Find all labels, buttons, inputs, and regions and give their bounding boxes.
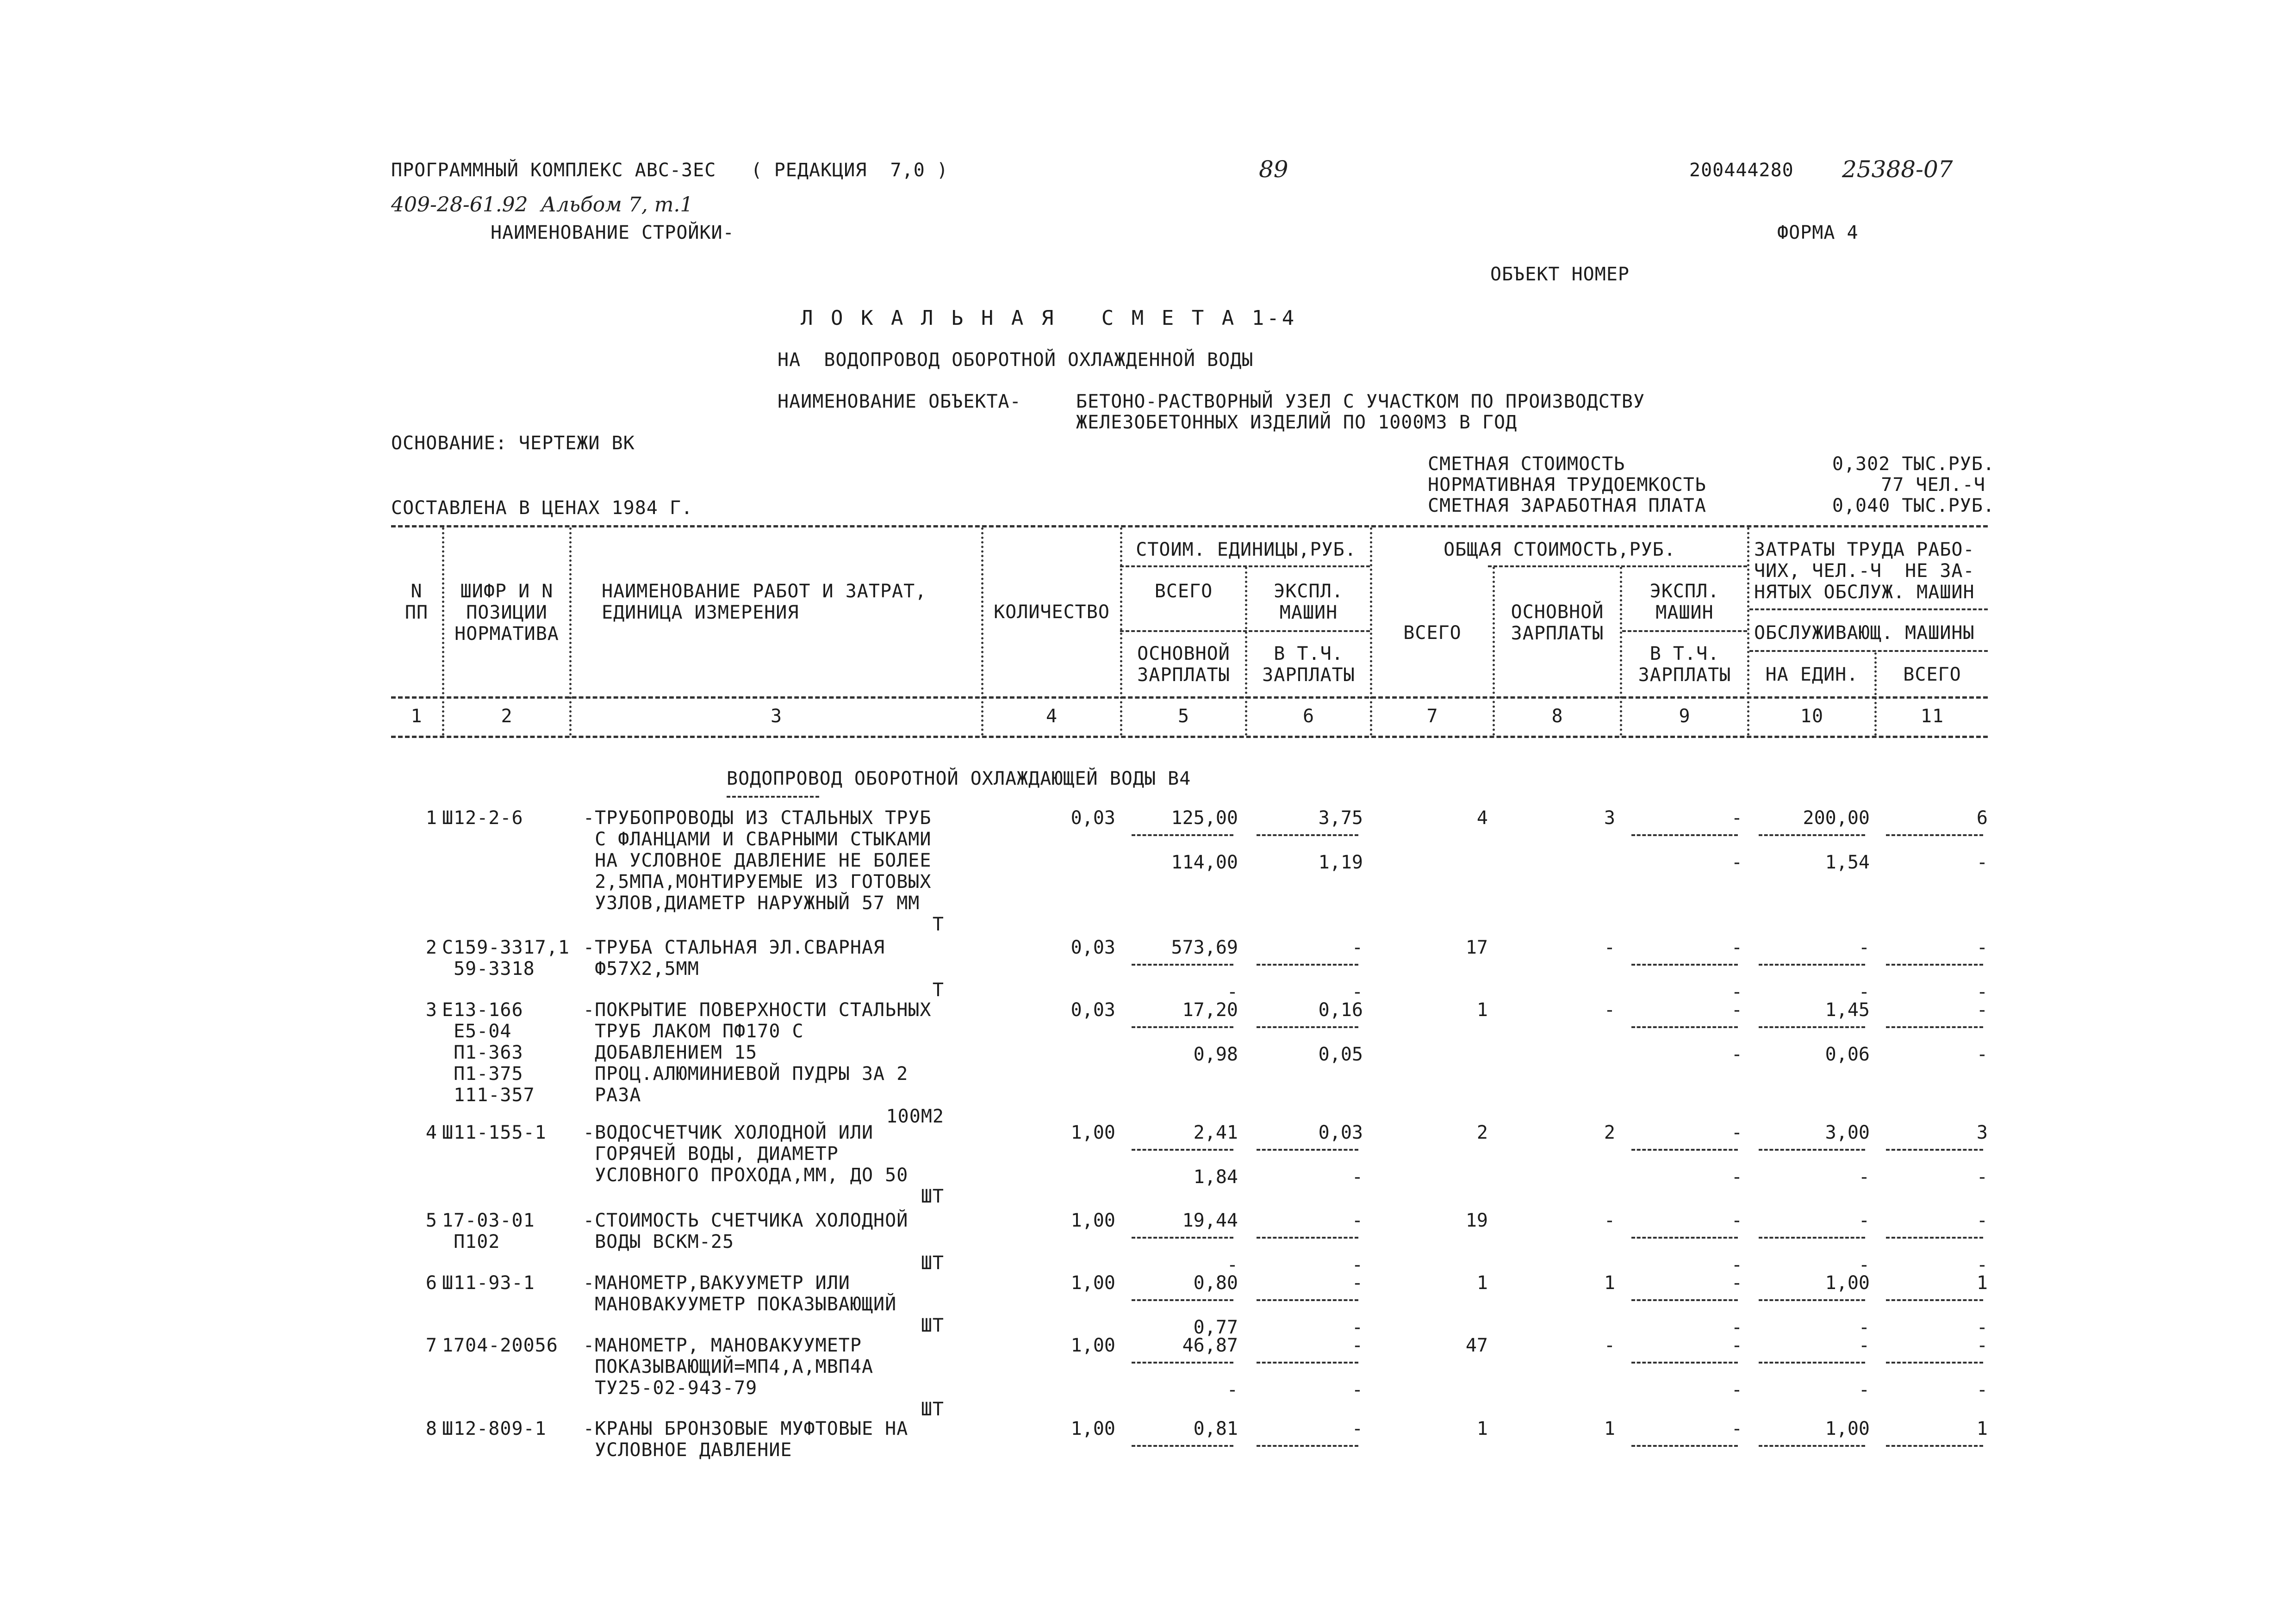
row-description: -ВОДОСЧЕТЧИК ХОЛОДНОЙ ИЛИ ГОРЯЧЕЙ ВОДЫ, ДИАМЕТР УСЛОВНОГО ПРОХОДА,ММ, ДО 50 [583, 1122, 908, 1186]
estimate-subject: НА ВОДОПРОВОД ОБОРОТНОЙ ОХЛАЖДЕННОЙ ВОДЫ [778, 349, 1254, 371]
row-unit: Т [932, 980, 944, 1001]
value-divider [1886, 1362, 1983, 1364]
cell-c10a: 200,00 [1803, 807, 1870, 829]
cell-c5a: 0,80 [1193, 1272, 1238, 1294]
value-divider [1886, 1026, 1983, 1028]
cell-c5b: - [1226, 1379, 1238, 1401]
value-divider [1132, 1299, 1233, 1301]
cell-c6b: - [1351, 1379, 1363, 1401]
labor-intensity-label: НОРМАТИВНАЯ ТРУДОЕМКОСТЬ [1428, 474, 1706, 496]
section-title: ВОДОПРОВОД ОБОРОТНОЙ ОХЛАЖДАЮЩЕЙ ВОДЫ В4 [727, 768, 1191, 789]
cell-c9a: - [1731, 937, 1742, 958]
object-name-line2: ЖЕЛЕЗОБЕТОННЫХ ИЗДЕЛИЙ ПО 1000М3 В ГОД [1076, 412, 1518, 433]
cell-c7: 17 [1465, 937, 1488, 958]
value-divider [1257, 1237, 1358, 1239]
row-description: -ПОКРЫТИЕ ПОВЕРХНОСТИ СТАЛЬНЫХ ТРУБ ЛАКОМ ПФ170 С ДОБАВЛЕНИЕМ 15 ПРОЦ.АЛЮМИНИЕВОЙ ПУДРЫ ЗА 2 РАЗА [583, 999, 932, 1106]
cell-c8: - [1604, 937, 1615, 958]
value-divider [1886, 1237, 1983, 1239]
value-divider [1759, 1026, 1865, 1028]
cell-c9a: - [1731, 1418, 1742, 1439]
cell-c6a: 0,03 [1318, 1122, 1363, 1143]
cell-c5b: - [1226, 1254, 1238, 1276]
col-number: 1 [411, 706, 423, 727]
col-number: 5 [1177, 706, 1190, 727]
labor-midrule [1749, 650, 1988, 652]
col-header-total-machines: ЭКСПЛ. МАШИН [1649, 581, 1720, 623]
row-number: 1 [425, 807, 437, 829]
row-code: 1704-20056 [442, 1335, 558, 1356]
row-description: -МАНОМЕТР, МАНОВАКУУМЕТР ПОКАЗЫВАЮЩИЙ=МП4,А,МВП4А ТУ25-02-943-79 [583, 1335, 874, 1399]
estimated-wage-value: 0,040 ТЫС.РУБ. [1832, 495, 1995, 516]
cell-qty: 0,03 [1070, 807, 1115, 829]
construction-name-label: НАИМЕНОВАНИЕ СТРОЙКИ- [491, 222, 734, 243]
col-header-code: ШИФР И N ПОЗИЦИИ НОРМАТИВА [454, 581, 559, 645]
cell-c6a: - [1351, 1418, 1363, 1439]
col-number: 7 [1426, 706, 1438, 727]
row-code: Ш11-155-1 [442, 1122, 547, 1143]
row-code: 17-03-01 П102 [442, 1210, 535, 1252]
value-divider [1132, 964, 1233, 966]
col-number: 10 [1800, 706, 1824, 727]
cell-c5a: 19,44 [1182, 1210, 1238, 1231]
col-number: 4 [1045, 706, 1058, 727]
row-number: 4 [425, 1122, 437, 1143]
col-number: 3 [770, 706, 783, 727]
cell-qty: 1,00 [1070, 1210, 1115, 1231]
col-header-total-wage: ОСНОВНОЙ ЗАРПЛАТЫ [1511, 601, 1604, 644]
row-number: 6 [425, 1272, 437, 1294]
cell-c7: 4 [1476, 807, 1488, 829]
value-divider [1631, 1299, 1738, 1301]
cell-qty: 0,03 [1070, 937, 1115, 958]
row-unit: Т [932, 914, 944, 935]
object-name-line1: БЕТОНО-РАСТВОРНЫЙ УЗЕЛ С УЧАСТКОМ ПО ПРОИЗВОДСТВУ [1076, 391, 1645, 412]
cell-c6b: - [1351, 981, 1363, 1003]
value-divider [1257, 1445, 1358, 1447]
cell-c10a: 1,00 [1825, 1272, 1870, 1294]
cell-c5a: 2,41 [1193, 1122, 1238, 1143]
col-header-labor-total: ВСЕГО [1903, 664, 1961, 685]
cell-c5b: 0,98 [1193, 1044, 1238, 1065]
column-number-bottom-rule [391, 736, 1988, 738]
cell-c10b: 1,54 [1825, 852, 1870, 873]
cell-c11a: 6 [1976, 807, 1988, 829]
row-unit: ШТ [921, 1315, 944, 1336]
cell-c11a: 1 [1976, 1418, 1988, 1439]
cell-c9a: - [1731, 1272, 1742, 1294]
value-divider [1759, 1362, 1865, 1364]
row-number: 8 [425, 1418, 437, 1439]
row-description: -КРАНЫ БРОНЗОВЫЕ МУФТОВЫЕ НА УСЛОВНОЕ ДАВЛЕНИЕ [583, 1418, 908, 1461]
cell-c8: 2 [1604, 1122, 1615, 1143]
value-divider [1886, 1445, 1983, 1447]
row-number: 7 [425, 1335, 437, 1356]
col-header-total-machine-wage: В Т.Ч. ЗАРПЛАТЫ [1638, 643, 1731, 686]
row-unit: ШТ [921, 1186, 944, 1207]
value-divider [1759, 964, 1865, 966]
row-number: 3 [425, 999, 437, 1021]
col-header-unit-cost: СТОИМ. ЕДИНИЦЫ,РУБ. [1136, 539, 1356, 560]
cell-c7: 1 [1476, 1418, 1488, 1439]
cell-c10b: - [1858, 1317, 1870, 1338]
cell-c11a: 3 [1976, 1122, 1988, 1143]
value-divider [1886, 1149, 1983, 1151]
cell-c11a: - [1976, 1210, 1988, 1231]
cell-c11b: - [1976, 1317, 1988, 1338]
row-code: Ш11-93-1 [442, 1272, 535, 1294]
col-number: 8 [1551, 706, 1563, 727]
col-header-total: ВСЕГО [1403, 622, 1462, 644]
col-number: 9 [1679, 706, 1691, 727]
form-label: ФОРМА 4 [1777, 222, 1859, 243]
value-divider [1132, 1149, 1233, 1151]
col-header-labor: ЗАТРАТЫ ТРУДА РАБО- ЧИХ, ЧЕЛ.-Ч НЕ ЗА- НЯТЫХ ОБСЛУЖ. МАШИН [1754, 539, 1975, 603]
col-header-quantity: КОЛИЧЕСТВО [994, 601, 1110, 623]
document-code: 200444280 [1689, 160, 1794, 181]
col-header-labor-service: ОБСЛУЖИВАЮЩ. МАШИНЫ [1754, 622, 1975, 644]
value-divider [1132, 1026, 1233, 1028]
cell-c10b: 0,06 [1825, 1044, 1870, 1065]
value-divider [1886, 964, 1983, 966]
estimated-cost-label: СМЕТНАЯ СТОИМОСТЬ [1428, 453, 1625, 475]
cell-c9a: - [1731, 807, 1742, 829]
col-header-unit-machines: ЭКСПЛ. МАШИН [1274, 581, 1344, 623]
value-divider [1132, 1237, 1233, 1239]
cell-c7: 2 [1476, 1122, 1488, 1143]
cell-c9b: - [1731, 1379, 1742, 1401]
cell-c7: 19 [1465, 1210, 1488, 1231]
row-code: Е13-166 Е5-04 П1-363 П1-375 111-357 [442, 999, 535, 1106]
cell-c9b: - [1731, 1166, 1742, 1188]
cell-c6a: 0,16 [1318, 999, 1363, 1021]
cell-c8: 3 [1604, 807, 1615, 829]
cell-c11b: - [1976, 1254, 1988, 1276]
estimated-cost-value: 0,302 ТЫС.РУБ. [1832, 453, 1995, 475]
value-divider [1257, 1149, 1358, 1151]
cell-c7: 1 [1476, 999, 1488, 1021]
cell-c11b: - [1976, 1044, 1988, 1065]
cell-c11b: - [1976, 1379, 1988, 1401]
cell-c11a: - [1976, 1335, 1988, 1356]
cell-c6a: 3,75 [1318, 807, 1363, 829]
col-header-labor-unit: НА ЕДИН. [1765, 664, 1859, 685]
cell-c10b: - [1858, 1254, 1870, 1276]
cell-c10a: - [1858, 1335, 1870, 1356]
cell-qty: 1,00 [1070, 1335, 1115, 1356]
value-divider [1759, 1445, 1865, 1447]
cell-c5b: 1,84 [1193, 1166, 1238, 1188]
col-header-unit-wage: ОСНОВНОЙ ЗАРПЛАТЫ [1137, 643, 1230, 686]
cell-c6b: 1,19 [1318, 852, 1363, 873]
handwritten-album: 409-28-61.92 Альбом 7, т.1 [391, 193, 693, 217]
cell-c8: 1 [1604, 1418, 1615, 1439]
cell-c7: 1 [1476, 1272, 1488, 1294]
page-number: 89 [1259, 156, 1288, 183]
row-code: С159-3317,1 59-3318 [442, 937, 570, 980]
cell-c9b: - [1731, 981, 1742, 1003]
cell-c8: - [1604, 1210, 1615, 1231]
cell-qty: 1,00 [1070, 1122, 1115, 1143]
row-unit: 100М2 [886, 1106, 944, 1127]
cell-c10a: - [1858, 937, 1870, 958]
col-number: 6 [1302, 706, 1315, 727]
cell-c10a: 1,45 [1825, 999, 1870, 1021]
cell-c11a: 1 [1976, 1272, 1988, 1294]
cell-c11a: - [1976, 999, 1988, 1021]
cell-c6b: - [1351, 1254, 1363, 1276]
cell-c9a: - [1731, 1210, 1742, 1231]
cell-qty: 1,00 [1070, 1272, 1115, 1294]
cell-c9b: - [1731, 852, 1742, 873]
cell-c10a: - [1858, 1210, 1870, 1231]
cell-c11b: - [1976, 852, 1988, 873]
cell-qty: 1,00 [1070, 1418, 1115, 1439]
cell-c6b: - [1351, 1166, 1363, 1188]
row-description: -ТРУБА СТАЛЬНАЯ ЭЛ.СВАРНАЯ Ф57Х2,5ММ [583, 937, 885, 980]
value-divider [1631, 1362, 1738, 1364]
value-divider [1631, 834, 1738, 836]
value-divider [1886, 834, 1983, 836]
labor-intensity-value: 77 ЧЕЛ.-Ч [1881, 474, 1985, 496]
cell-c8: 1 [1604, 1272, 1615, 1294]
value-divider [1759, 834, 1865, 836]
row-code: Ш12-2-6 [442, 807, 523, 829]
estimated-wage-label: СМЕТНАЯ ЗАРАБОТНАЯ ПЛАТА [1428, 495, 1706, 516]
cell-c5b: 114,00 [1171, 852, 1238, 873]
cell-c11b: - [1976, 1166, 1988, 1188]
col-header-n: N ПП [404, 581, 429, 623]
value-divider [1257, 1026, 1358, 1028]
cell-c9a: - [1731, 1122, 1742, 1143]
value-divider [1631, 1445, 1738, 1447]
cell-c10b: - [1858, 1166, 1870, 1188]
cell-c6b: - [1351, 1317, 1363, 1338]
value-divider [1257, 1299, 1358, 1301]
row-code: Ш12-809-1 [442, 1418, 547, 1439]
col-number: 2 [501, 706, 513, 727]
cell-c5a: 573,69 [1171, 937, 1238, 958]
total-cost-midrule [1622, 630, 1747, 632]
cell-qty: 0,03 [1070, 999, 1115, 1021]
cell-c5a: 46,87 [1182, 1335, 1238, 1356]
value-divider [1132, 834, 1233, 836]
handwritten-code: 25388-07 [1842, 156, 1953, 183]
value-divider [1257, 1362, 1358, 1364]
object-name-label: НАИМЕНОВАНИЕ ОБЪЕКТА- [778, 391, 1021, 412]
cell-c9a: - [1731, 999, 1742, 1021]
col-header-unit-machine-wage: В Т.Ч. ЗАРПЛАТЫ [1262, 643, 1355, 686]
row-unit: ШТ [921, 1252, 944, 1274]
basis-line: ОСНОВАНИЕ: ЧЕРТЕЖИ ВК [391, 433, 635, 454]
row-description: -ТРУБОПРОВОДЫ ИЗ СТАЛЬНЫХ ТРУБ С ФЛАНЦАМИ И СВАРНЫМИ СТЫКАМИ НА УСЛОВНОЕ ДАВЛЕНИЕ НЕ БОЛЕЕ 2,5МПА,МОНТИРУЕМЫЕ ИЗ ГОТОВЫХ УЗЛОВ,ДИАМЕТР НАРУЖНЫЙ 57 ММ [583, 807, 932, 914]
col-header-unit-total: ВСЕГО [1154, 581, 1213, 602]
object-number-label: ОБЪЕКТ НОМЕР [1490, 264, 1630, 285]
cell-c10a: 1,00 [1825, 1418, 1870, 1439]
cell-c10b: - [1858, 981, 1870, 1003]
value-divider [1631, 1237, 1738, 1239]
row-number: 5 [425, 1210, 437, 1231]
value-divider [1257, 834, 1358, 836]
value-divider [1759, 1237, 1865, 1239]
value-divider [1257, 964, 1358, 966]
cell-c11a: - [1976, 937, 1988, 958]
col-header-total-cost: ОБЩАЯ СТОИМОСТЬ,РУБ. [1444, 539, 1676, 560]
cell-c10a: 3,00 [1825, 1122, 1870, 1143]
cell-c5a: 17,20 [1182, 999, 1238, 1021]
labor-subrule [1749, 608, 1988, 610]
section-title-underline [727, 796, 819, 798]
cell-c8: - [1604, 1335, 1615, 1356]
row-unit: ШТ [921, 1399, 944, 1420]
cell-c6a: - [1351, 1335, 1363, 1356]
cell-c7: 47 [1465, 1335, 1488, 1356]
prices-line: СОСТАВЛЕНА В ЦЕНАХ 1984 Г. [391, 497, 693, 519]
cell-c6b: 0,05 [1318, 1044, 1363, 1065]
value-divider [1631, 1026, 1738, 1028]
cell-c5a: 125,00 [1171, 807, 1238, 829]
total-cost-subrule [1488, 565, 1747, 567]
cell-c6a: - [1351, 937, 1363, 958]
cell-c5b: 0,77 [1193, 1317, 1238, 1338]
cell-c5a: 0,81 [1193, 1418, 1238, 1439]
value-divider [1631, 964, 1738, 966]
program-header: ПРОГРАММНЫЙ КОМПЛЕКС АВС-3ЕС ( РЕДАКЦИЯ 7,0 ) [391, 160, 948, 181]
cell-c11b: - [1976, 981, 1988, 1003]
value-divider [1132, 1362, 1233, 1364]
col-number: 11 [1920, 706, 1944, 727]
cell-c9b: - [1731, 1254, 1742, 1276]
cell-c6a: - [1351, 1272, 1363, 1294]
row-number: 2 [425, 937, 437, 958]
value-divider [1631, 1149, 1738, 1151]
value-divider [1759, 1299, 1865, 1301]
cell-c8: - [1604, 999, 1615, 1021]
cell-c9a: - [1731, 1335, 1742, 1356]
value-divider [1132, 1445, 1233, 1447]
column-separator [1747, 527, 1749, 736]
cell-c9b: - [1731, 1317, 1742, 1338]
column-separator [569, 527, 572, 736]
row-description: -МАНОМЕТР,ВАКУУМЕТР ИЛИ МАНОВАКУУМЕТР ПОКАЗЫВАЮЩИЙ [583, 1272, 897, 1315]
cell-c10b: - [1858, 1379, 1870, 1401]
value-divider [1886, 1299, 1983, 1301]
cell-c9b: - [1731, 1044, 1742, 1065]
cell-c6a: - [1351, 1210, 1363, 1231]
value-divider [1759, 1149, 1865, 1151]
cell-c5b: - [1226, 981, 1238, 1003]
row-description: -СТОИМОСТЬ СЧЕТЧИКА ХОЛОДНОЙ ВОДЫ ВСКМ-25 [583, 1210, 908, 1252]
col-header-name: НАИМЕНОВАНИЕ РАБОТ И ЗАТРАТ, ЕДИНИЦА ИЗМЕРЕНИЯ [602, 581, 927, 623]
column-separator [981, 527, 983, 736]
estimate-title: Л О К А Л Ь Н А Я С М Е Т А 1-4 [801, 306, 1297, 330]
